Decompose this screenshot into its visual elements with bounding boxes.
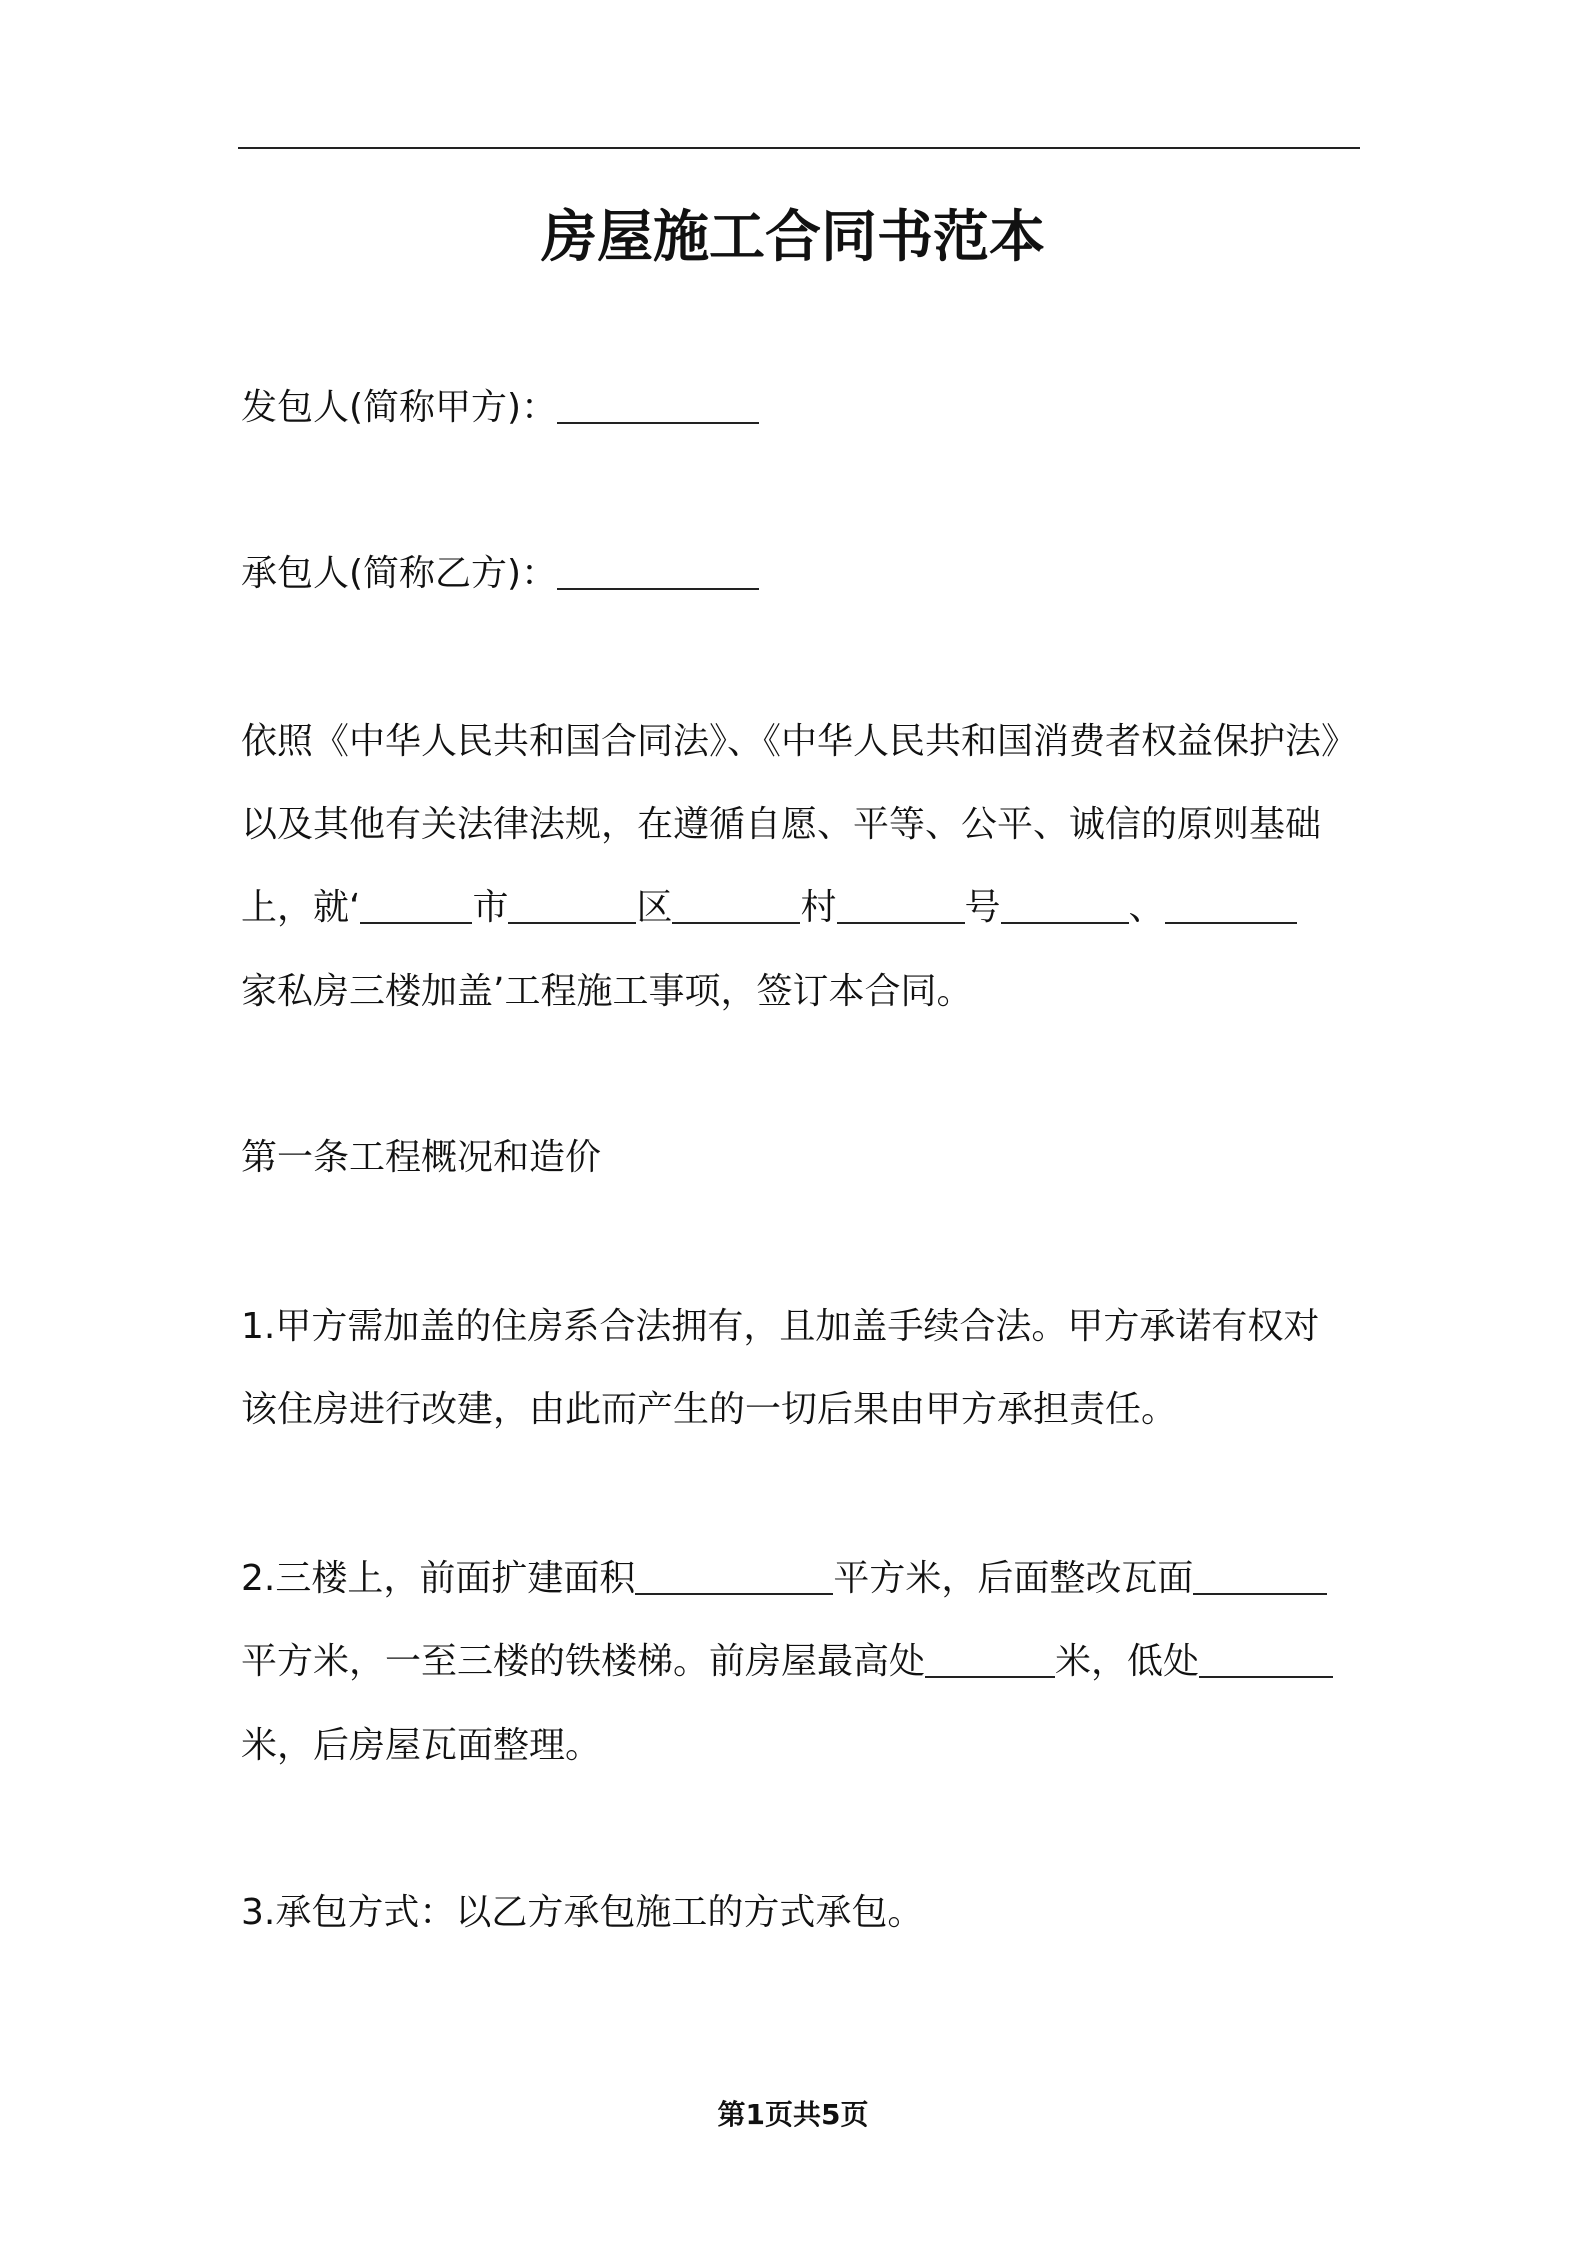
clause-2-text-b: 平方米，后面整改瓦面 xyxy=(833,1558,1194,1599)
intro-prefix: 上，就‘ xyxy=(241,887,361,928)
city-label: 市 xyxy=(472,887,509,928)
clause-2-text-a: 2.三楼上，前面扩建面积 xyxy=(241,1558,636,1599)
document-title: 房屋施工合同书范本 xyxy=(541,205,1045,270)
clause-2-text-d: 米，低处 xyxy=(1055,1641,1200,1682)
intro-line-2: 以及其他有关法律法规，在遵循自愿、平等、公平、诚信的原则基础 xyxy=(241,804,1322,845)
village-label: 村 xyxy=(800,887,837,928)
max-height-blank xyxy=(925,1646,1055,1678)
clause-2-line-1 xyxy=(241,1537,1327,1621)
article-1-heading: 第一条工程概况和造价 xyxy=(241,1137,602,1178)
party-b-blank xyxy=(557,558,759,590)
clause-2-line-2 xyxy=(241,1620,1333,1704)
separator-label: 、 xyxy=(1128,887,1165,928)
party-a-label: 发包人(简称甲方)： xyxy=(241,387,558,428)
city-blank xyxy=(360,892,472,924)
clause-3-line-1: 3.承包方式：以乙方承包施工的方式承包。 xyxy=(241,1892,924,1933)
number-label: 号 xyxy=(964,887,1001,928)
district-label: 区 xyxy=(636,887,673,928)
owner-blank-2 xyxy=(1165,892,1297,924)
intro-line-1: 依照《中华人民共和国合同法》、《中华人民共和国消费者权益保护法》 xyxy=(241,721,1358,762)
party-b-line xyxy=(241,532,759,616)
page-number-footer: 第1页共5页 xyxy=(717,2098,869,2131)
intro-line-3 xyxy=(241,866,1297,950)
village-blank xyxy=(672,892,800,924)
front-area-blank xyxy=(635,1563,833,1595)
min-height-blank xyxy=(1199,1646,1333,1678)
intro-line-4: 家私房三楼加盖’工程施工事项，签订本合同。 xyxy=(241,971,973,1012)
party-b-label: 承包人(简称乙方)： xyxy=(241,553,558,594)
clause-1-line-2: 该住房进行改建，由此而产生的一切后果由甲方承担责任。 xyxy=(241,1389,1178,1430)
header-rule xyxy=(238,147,1360,149)
rear-roof-area-blank xyxy=(1193,1563,1327,1595)
district-blank xyxy=(508,892,636,924)
number-blank xyxy=(837,892,965,924)
party-a-blank xyxy=(557,392,759,424)
party-a-line xyxy=(241,366,759,450)
clause-2-line-3: 米，后房屋瓦面整理。 xyxy=(241,1725,602,1766)
owner-blank-1 xyxy=(1001,892,1129,924)
clause-2-text-c: 平方米，一至三楼的铁楼梯。前房屋最高处 xyxy=(241,1641,926,1682)
clause-1-line-1: 1.甲方需加盖的住房系合法拥有，且加盖手续合法。甲方承诺有权对 xyxy=(241,1306,1320,1347)
